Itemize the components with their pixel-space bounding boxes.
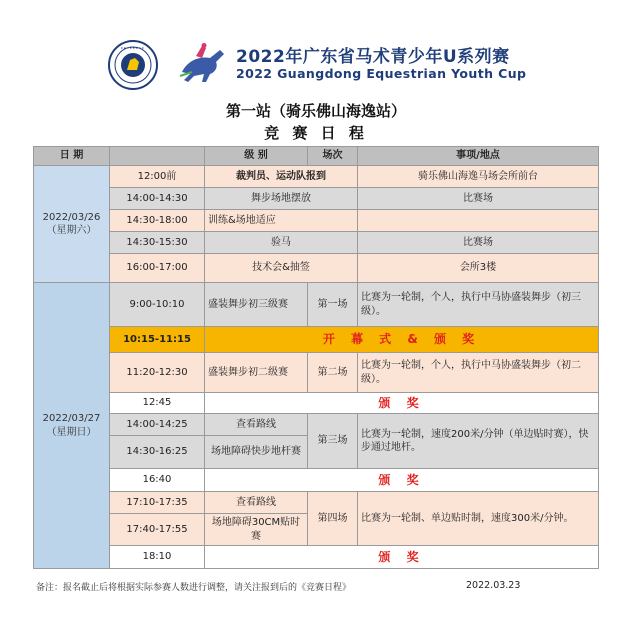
award3-label: 颁 奖 xyxy=(205,546,599,569)
footer-date: 2022.03.23 xyxy=(466,580,521,591)
day2-r2-time: 11:20-12:30 xyxy=(110,353,205,393)
table-row xyxy=(34,327,599,353)
day1-place-5: 会所3楼 xyxy=(358,254,599,283)
day1-time-2: 14:00-14:30 xyxy=(110,188,205,210)
day2-r4a-level: 查看路线 xyxy=(205,492,308,514)
schedule-table xyxy=(33,146,599,569)
day1-time-5: 16:00-17:00 xyxy=(110,254,205,283)
day2-r1-session: 第一场 xyxy=(308,283,358,327)
day1-place-1: 骑乐佛山海逸马场会所前台 xyxy=(358,166,599,188)
day2-weekday: （星期日） xyxy=(46,426,97,438)
award2-time: 16:40 xyxy=(110,469,205,492)
table-row xyxy=(34,492,599,514)
award1-time: 12:45 xyxy=(110,393,205,414)
day1-date-cell xyxy=(34,166,110,283)
ceremony-time: 10:15-11:15 xyxy=(110,327,205,353)
day2-r4-desc: 比赛为一轮制、单边贴时制，速度300米/分钟。 xyxy=(358,492,599,546)
award2-label: 颁 奖 xyxy=(205,469,599,492)
day1-item-3: 训练&场地适应 xyxy=(205,210,358,232)
day1-item-1: 裁判员、运动队报到 xyxy=(205,166,358,188)
table-row xyxy=(34,546,599,569)
day1-item-4: 验马 xyxy=(205,232,358,254)
day1-date: 2022/03/26 xyxy=(42,211,101,223)
header-level: 级 别 xyxy=(205,147,308,166)
header-time xyxy=(110,147,205,166)
day1-item-2: 舞步场地摆放 xyxy=(205,188,358,210)
schedule-title: 竞 赛 日 程 xyxy=(264,124,368,142)
day2-r2-desc: 比赛为一轮制，个人，执行中马协盛装舞步（初二级）。 xyxy=(358,353,599,393)
day2-r4b-time: 17:40-17:55 xyxy=(110,514,205,546)
day2-r1-time: 9:00-10:10 xyxy=(110,283,205,327)
table-row xyxy=(34,232,599,254)
award3-time: 18:10 xyxy=(110,546,205,569)
table-row xyxy=(34,283,599,327)
table-row xyxy=(34,254,599,283)
day2-r3a-level: 查看路线 xyxy=(205,414,308,436)
day1-item-5: 技术会&抽签 xyxy=(205,254,358,283)
day1-time-1: 12:00前 xyxy=(110,166,205,188)
day2-r4-session: 第四场 xyxy=(308,492,358,546)
day2-r3b-time: 14:30-16:25 xyxy=(110,436,205,469)
event-title-en: 2022 Guangdong Equestrian Youth Cup xyxy=(236,66,527,81)
table-row xyxy=(34,166,599,188)
event-title-cn: 2022年广东省马术青少年U系列赛 xyxy=(236,47,510,67)
day1-place-2: 比赛场 xyxy=(358,188,599,210)
day1-weekday: （星期六） xyxy=(46,225,97,236)
day2-r2-level: 盛装舞步初二级赛 xyxy=(205,353,308,393)
table-row xyxy=(34,210,599,232)
day1-place-3 xyxy=(358,210,599,232)
footer-note: 备注：报名截止后将根据实际参赛人数进行调整，请关注报到后的《竞赛日程》 xyxy=(36,583,352,593)
station-title: 第一站（骑乐佛山海逸站） xyxy=(225,102,406,120)
horse-jumper-logo xyxy=(176,42,232,86)
day2-r2-session: 第二场 xyxy=(308,353,358,393)
day2-date: 2022/03/27 xyxy=(42,413,101,424)
table-row xyxy=(34,188,599,210)
day2-r4a-time: 17:10-17:35 xyxy=(110,492,205,514)
table-header-row xyxy=(34,147,599,166)
day2-r1-level: 盛装舞步初三级赛 xyxy=(205,283,308,327)
day2-r4b-level: 场地障碍30CM贴时赛 xyxy=(205,514,308,546)
award1-label: 颁 奖 xyxy=(205,393,599,414)
association-seal-logo xyxy=(108,40,158,90)
day2-r3-session: 第三场 xyxy=(308,414,358,469)
table-row xyxy=(34,393,599,414)
day2-r3b-level: 场地障碍快步地杆赛 xyxy=(205,436,308,469)
day2-r1-desc: 比赛为一轮制，个人，执行中马协盛装舞步（初三级）。 xyxy=(358,283,599,327)
day1-time-4: 14:30-15:30 xyxy=(110,232,205,254)
header-matter: 事项/地点 xyxy=(358,147,599,166)
table-row xyxy=(34,469,599,492)
day1-place-4: 比赛场 xyxy=(358,232,599,254)
day1-time-3: 14:30-18:00 xyxy=(110,210,205,232)
day2-date-cell xyxy=(34,283,110,569)
opening-ceremony-label: 开 幕 式 & 颁 奖 xyxy=(205,327,599,353)
header-date: 日 期 xyxy=(34,147,110,166)
day2-r3-desc: 比赛为一轮制，速度200米/分钟（单边贴时赛），快步通过地杆。 xyxy=(358,414,599,469)
day2-r3a-time: 14:00-14:25 xyxy=(110,414,205,436)
table-row xyxy=(34,414,599,436)
header-session: 场次 xyxy=(308,147,358,166)
table-row xyxy=(34,353,599,393)
page-header xyxy=(0,38,632,92)
